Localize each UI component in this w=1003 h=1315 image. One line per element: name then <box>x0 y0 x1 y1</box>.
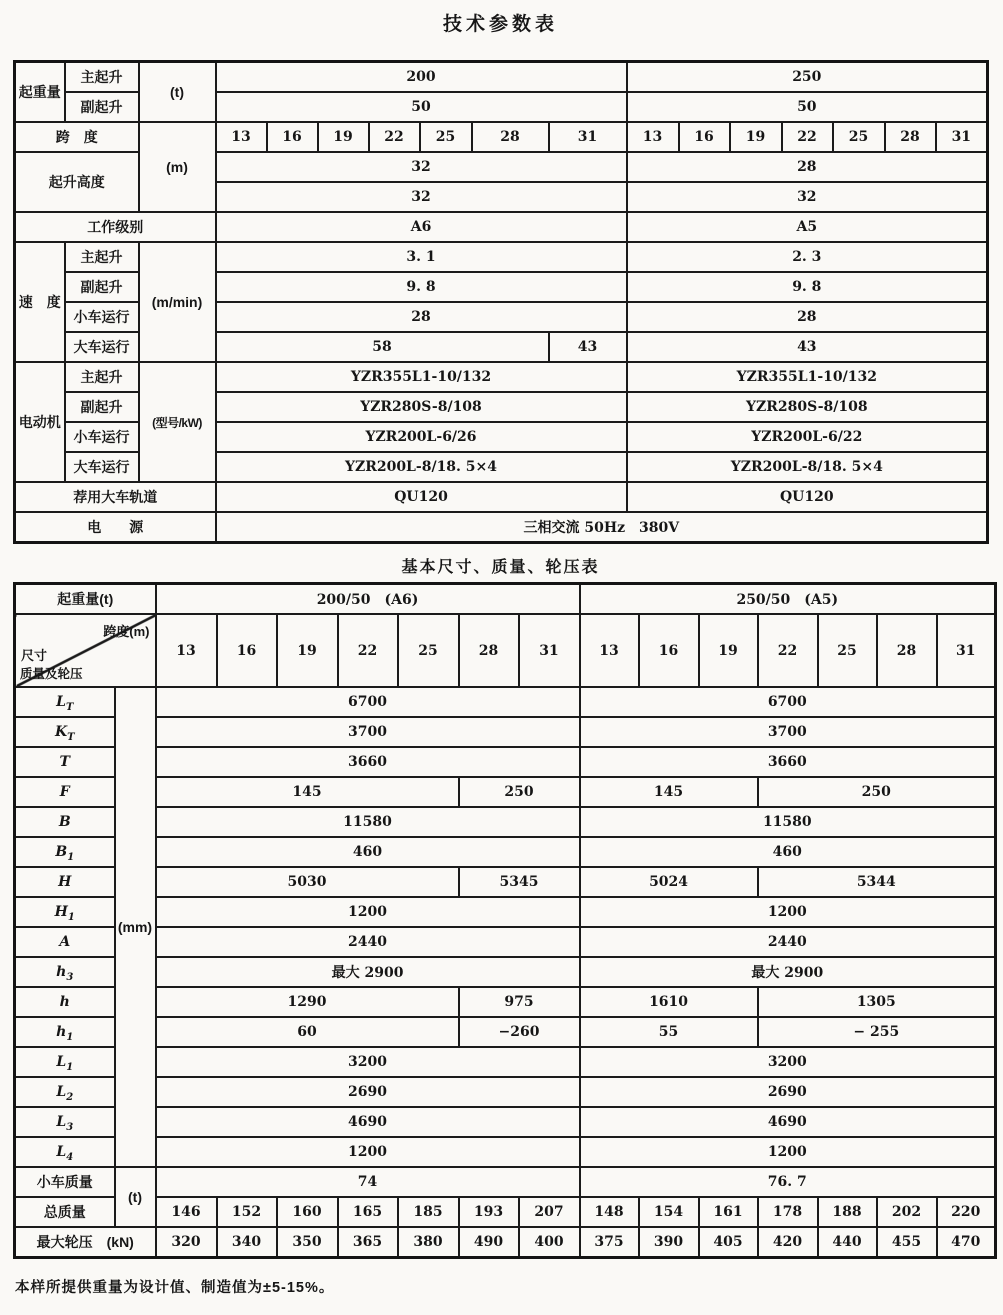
span-header: 25 <box>818 614 877 687</box>
value-cell: 3200 <box>580 1047 996 1077</box>
dim-h3: $h_3$ <box>15 957 115 987</box>
value-cell: 3700 <box>580 717 996 747</box>
label-trolley-travel: 小车运行 <box>65 422 139 452</box>
span-header: 28 <box>472 122 549 152</box>
label-speed: 速 度 <box>15 242 65 362</box>
value-cell: 1610 <box>580 987 758 1017</box>
value-cell: 2440 <box>156 927 580 957</box>
value-cell: 365 <box>338 1227 398 1258</box>
capacity-aux-left: 50 <box>216 92 627 122</box>
label-span: 跨 度 <box>15 122 139 152</box>
span-header: 31 <box>937 614 996 687</box>
span-header: 16 <box>679 122 730 152</box>
value-cell: 2690 <box>156 1077 580 1107</box>
value-cell: 9. 8 <box>627 272 988 302</box>
capacity-aux-right: 50 <box>627 92 988 122</box>
value-cell: 4690 <box>580 1107 996 1137</box>
label-lifting-capacity: 起重量 <box>15 62 65 123</box>
value-cell: YZR280S-8/108 <box>216 392 627 422</box>
value-cell: 400 <box>519 1227 580 1258</box>
value-cell: 55 <box>580 1017 758 1047</box>
label-aux-hoist: 副起升 <box>65 392 139 422</box>
dim-h1: $h_1$ <box>15 1017 115 1047</box>
value-cell: YZR355L1-10/132 <box>627 362 988 392</box>
value-cell: 165 <box>338 1197 398 1227</box>
value-cell: 6700 <box>156 687 580 717</box>
value-cell: 405 <box>699 1227 758 1258</box>
work-class-right: A5 <box>627 212 988 242</box>
value-cell: QU120 <box>627 482 988 512</box>
unit-tonnes: (t) <box>115 1167 156 1227</box>
diag-dimension-label: 尺寸 <box>21 648 48 663</box>
dim-LT: $L_T$ <box>15 687 115 717</box>
label-total-mass: 总质量 <box>15 1197 115 1227</box>
lift-height-aux-right: 32 <box>627 182 988 212</box>
value-cell: 250 <box>459 777 580 807</box>
span-header: 25 <box>398 614 459 687</box>
value-cell: 207 <box>519 1197 580 1227</box>
value-cell: YZR355L1-10/132 <box>216 362 627 392</box>
value-cell: 490 <box>459 1227 519 1258</box>
dim-L4: $L_4$ <box>15 1137 115 1167</box>
unit-model-kw: (型号/kW) <box>139 362 216 482</box>
value-cell: 11580 <box>156 807 580 837</box>
dim-L1: $L_1$ <box>15 1047 115 1077</box>
value-cell: 28 <box>216 302 627 332</box>
value-cell: 4690 <box>156 1107 580 1137</box>
label-motor: 电动机 <box>15 362 65 482</box>
span-header: 13 <box>216 122 267 152</box>
label-recommended-rail: 荐用大车轨道 <box>15 482 216 512</box>
value-cell: 178 <box>758 1197 818 1227</box>
value-cell: 74 <box>156 1167 580 1197</box>
value-cell: 最大 2900 <box>580 957 996 987</box>
dim-B: B <box>15 807 115 837</box>
lift-height-main-left: 32 <box>216 152 627 182</box>
value-cell: 1200 <box>156 1137 580 1167</box>
label-lifting-height: 起升高度 <box>15 152 139 212</box>
value-cell: 60 <box>156 1017 459 1047</box>
value-cell: 最大 2900 <box>156 957 580 987</box>
value-cell: 340 <box>217 1227 277 1258</box>
span-header: 31 <box>936 122 988 152</box>
value-cell: 185 <box>398 1197 459 1227</box>
value-cell: YZR200L-6/22 <box>627 422 988 452</box>
dim-H: H <box>15 867 115 897</box>
unit-m-per-min: (m/min) <box>139 242 216 362</box>
value-cell: 9. 8 <box>216 272 627 302</box>
label-main-hoist: 主起升 <box>65 362 139 392</box>
table2-title: 基本尺寸、质量、轮压表 <box>401 559 600 576</box>
span-header: 28 <box>885 122 936 152</box>
dim-L2: $L_2$ <box>15 1077 115 1107</box>
value-cell: 975 <box>459 987 580 1017</box>
value-cell: 43 <box>627 332 988 362</box>
unit-mm: (mm) <box>115 687 156 1167</box>
value-cell: 5345 <box>459 867 580 897</box>
capacity-main-right: 250 <box>627 62 988 93</box>
value-cell: 5030 <box>156 867 459 897</box>
value-cell: 43 <box>549 332 627 362</box>
value-cell: 6700 <box>580 687 996 717</box>
span-header: 19 <box>699 614 758 687</box>
diag-span-label: 跨度(m) <box>103 624 150 639</box>
value-cell: 440 <box>818 1227 877 1258</box>
span-header: 31 <box>519 614 580 687</box>
span-header: 28 <box>459 614 519 687</box>
span-header: 13 <box>580 614 639 687</box>
dim-F: F <box>15 777 115 807</box>
value-cell: 3660 <box>156 747 580 777</box>
unit-tonnes: (t) <box>139 62 216 123</box>
label-crane-travel: 大车运行 <box>65 332 139 362</box>
value-cell: 154 <box>639 1197 699 1227</box>
power-supply-value: 三相交流 50Hz 380V <box>216 512 988 543</box>
label-trolley-mass: 小车质量 <box>15 1167 115 1197</box>
value-cell: 470 <box>937 1227 996 1258</box>
span-header: 16 <box>639 614 699 687</box>
value-cell: 5344 <box>758 867 996 897</box>
value-cell: 11580 <box>580 807 996 837</box>
value-cell: 460 <box>580 837 996 867</box>
value-cell: 58 <box>216 332 549 362</box>
value-cell: 193 <box>459 1197 519 1227</box>
value-cell: 250 <box>758 777 996 807</box>
span-header: 25 <box>833 122 885 152</box>
value-cell: 152 <box>217 1197 277 1227</box>
work-class-left: A6 <box>216 212 627 242</box>
diagonal-header <box>15 614 156 687</box>
label-work-class: 工作级别 <box>15 212 216 242</box>
value-cell: 420 <box>758 1227 818 1258</box>
span-header: 19 <box>730 122 782 152</box>
label-crane-travel: 大车运行 <box>65 452 139 482</box>
value-cell: 320 <box>156 1227 217 1258</box>
dim-B1: $B_1$ <box>15 837 115 867</box>
value-cell: 160 <box>277 1197 338 1227</box>
value-cell: YZR200L-8/18. 5×4 <box>627 452 988 482</box>
span-header: 22 <box>758 614 818 687</box>
value-cell: 145 <box>580 777 758 807</box>
group-250-50-A5: 250/50 (A5) <box>580 584 996 615</box>
value-cell: 1290 <box>156 987 459 1017</box>
value-cell: 2440 <box>580 927 996 957</box>
value-cell: 3660 <box>580 747 996 777</box>
value-cell: − 255 <box>758 1017 996 1047</box>
label-capacity: 起重量(t) <box>15 584 156 615</box>
value-cell: 145 <box>156 777 459 807</box>
value-cell: 5024 <box>580 867 758 897</box>
lift-height-main-right: 28 <box>627 152 988 182</box>
value-cell: 3200 <box>156 1047 580 1077</box>
value-cell: 390 <box>639 1227 699 1258</box>
dim-L3: $L_3$ <box>15 1107 115 1137</box>
dim-h: h <box>15 987 115 1017</box>
technical-parameters-table <box>13 60 989 544</box>
value-cell: 202 <box>877 1197 937 1227</box>
value-cell: 1200 <box>580 1137 996 1167</box>
value-cell: 380 <box>398 1227 459 1258</box>
value-cell: 28 <box>627 302 988 332</box>
unit-metres: (m) <box>139 122 216 212</box>
label-main-hoist: 主起升 <box>65 242 139 272</box>
span-header: 25 <box>420 122 472 152</box>
value-cell: 3700 <box>156 717 580 747</box>
value-cell: 146 <box>156 1197 217 1227</box>
value-cell: −260 <box>459 1017 580 1047</box>
lift-height-aux-left: 32 <box>216 182 627 212</box>
span-header: 13 <box>156 614 217 687</box>
group-200-50-A6: 200/50 (A6) <box>156 584 580 615</box>
dim-H1: $H_1$ <box>15 897 115 927</box>
span-header: 31 <box>549 122 627 152</box>
value-cell: 350 <box>277 1227 338 1258</box>
value-cell: 1200 <box>580 897 996 927</box>
label-max-wheel-pressure: 最大轮压 (kN) <box>15 1227 156 1258</box>
value-cell: QU120 <box>216 482 627 512</box>
value-cell: 1305 <box>758 987 996 1017</box>
value-cell: 76. 7 <box>580 1167 996 1197</box>
value-cell: 375 <box>580 1227 639 1258</box>
span-header: 13 <box>627 122 679 152</box>
value-cell: 220 <box>937 1197 996 1227</box>
span-header: 19 <box>277 614 338 687</box>
footnote: 本样所提供重量为设计值、制造值为±5-15%。 <box>15 1280 335 1296</box>
value-cell: 3. 1 <box>216 242 627 272</box>
value-cell: 2690 <box>580 1077 996 1107</box>
dimensions-mass-wheelload-table <box>13 582 997 1259</box>
dim-A: A <box>15 927 115 957</box>
span-header: 16 <box>267 122 318 152</box>
value-cell: 161 <box>699 1197 758 1227</box>
label-power-supply: 电 源 <box>15 512 216 543</box>
dim-T: T <box>15 747 115 777</box>
value-cell: 1200 <box>156 897 580 927</box>
value-cell: YZR200L-8/18. 5×4 <box>216 452 627 482</box>
span-header: 28 <box>877 614 937 687</box>
label-trolley-travel: 小车运行 <box>65 302 139 332</box>
value-cell: YZR280S-8/108 <box>627 392 988 422</box>
span-header: 16 <box>217 614 277 687</box>
label-main-hoist: 主起升 <box>65 62 139 93</box>
span-header: 22 <box>338 614 398 687</box>
dim-KT: $K_T$ <box>15 717 115 747</box>
value-cell: 148 <box>580 1197 639 1227</box>
label-aux-hoist: 副起升 <box>65 92 139 122</box>
capacity-main-left: 200 <box>216 62 627 93</box>
value-cell: YZR200L-6/26 <box>216 422 627 452</box>
value-cell: 188 <box>818 1197 877 1227</box>
span-header: 22 <box>782 122 833 152</box>
value-cell: 460 <box>156 837 580 867</box>
span-header: 19 <box>318 122 369 152</box>
value-cell: 455 <box>877 1227 937 1258</box>
table1-title: 技术参数表 <box>442 14 558 35</box>
diag-mass-wheel-label: 质量及轮压 <box>20 667 83 681</box>
value-cell: 2. 3 <box>627 242 988 272</box>
span-header: 22 <box>369 122 420 152</box>
label-aux-hoist: 副起升 <box>65 272 139 302</box>
